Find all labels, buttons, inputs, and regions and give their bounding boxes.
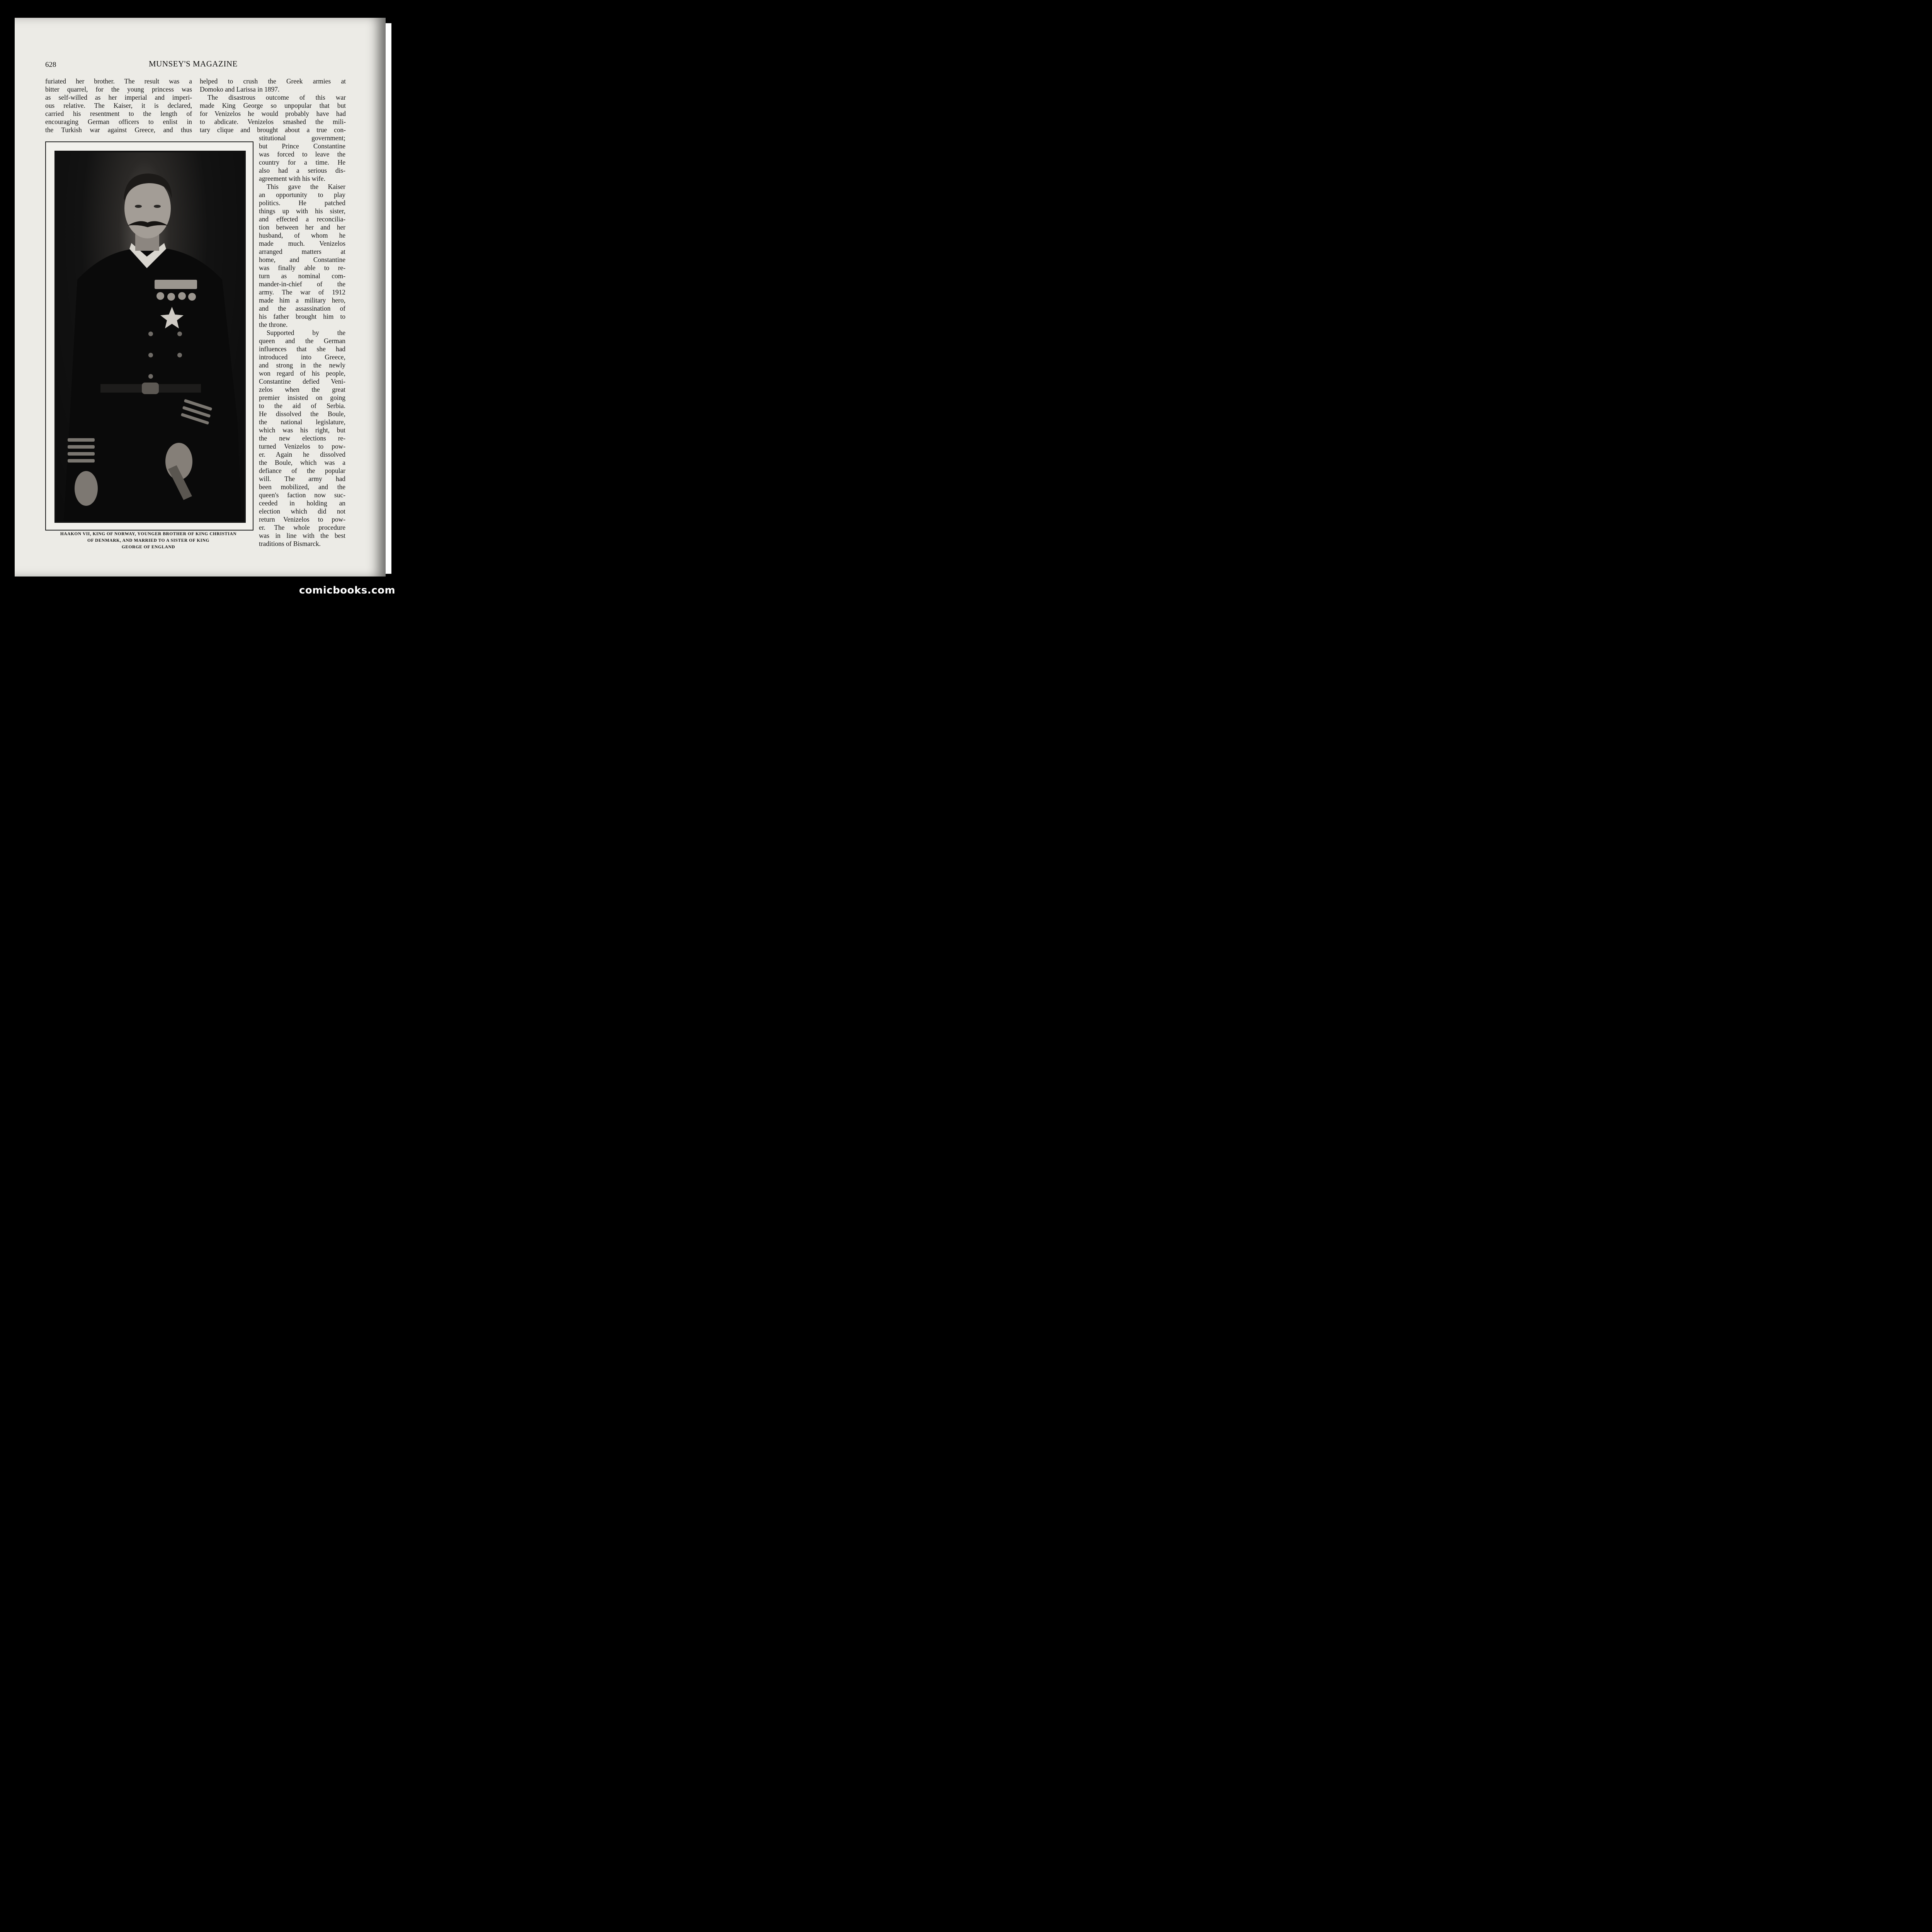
text-line: been mobilized, and the — [259, 483, 345, 491]
text-line: the new elections re- — [259, 434, 345, 442]
caption-line: GEORGE OF ENGLAND — [121, 545, 175, 549]
text-line: home, and Constantine — [259, 256, 345, 264]
text-line: turn as nominal com- — [259, 272, 345, 280]
text-line: things up with his sister, — [259, 207, 345, 215]
text-line: zelos when the great — [259, 386, 345, 393]
text-line: This gave the Kaiser — [267, 183, 345, 190]
text-line: to abdicate. Venizelos smashed the mili- — [200, 118, 346, 126]
text-line: The disastrous outcome of this war — [207, 94, 346, 101]
text-line: will. The army had — [259, 475, 345, 483]
text-line: was in line with the best — [259, 532, 345, 539]
left-column-top — [45, 77, 192, 134]
text-line: mander-in-chief of the — [259, 280, 345, 288]
figure-caption — [43, 531, 253, 551]
text-line: won regard of his people, — [259, 369, 345, 377]
narrow-column — [259, 134, 345, 548]
text-line: return Venizelos to pow- — [259, 515, 345, 523]
text-line: made King George so unpopular that but — [200, 102, 346, 109]
text-line: the Turkish war against Greece, and thus — [45, 126, 192, 134]
text-line: Domoko and Larissa in 1897. — [200, 85, 280, 93]
text-line: but Prince Constantine — [259, 142, 345, 150]
text-line: was forced to leave the — [259, 150, 345, 158]
text-line: arranged matters at — [259, 248, 345, 255]
text-line: Constantine defied Veni- — [259, 378, 345, 385]
text-line: army. The war of 1912 — [259, 288, 345, 296]
text-line: made him a military hero, — [259, 296, 345, 304]
text-line: also had a serious dis- — [259, 167, 345, 174]
text-line: bitter quarrel, for the young princess was — [45, 85, 192, 93]
text-line: as self-willed as her imperial and imperi- — [45, 94, 192, 101]
text-line: helped to crush the Greek armies at — [200, 77, 346, 85]
right-column-top — [200, 77, 346, 134]
text-line: premier insisted on going — [259, 394, 345, 401]
text-line: er. The whole procedure — [259, 524, 345, 531]
text-line: defiance of the popular — [259, 467, 345, 474]
text-line: carried his resentment to the length of — [45, 110, 192, 117]
text-line: to the aid of Serbia. — [259, 402, 345, 410]
portrait-frame — [45, 141, 253, 531]
portrait-photo — [54, 151, 246, 523]
text-line: the Boule, which was a — [259, 459, 345, 466]
text-line: was finally able to re- — [259, 264, 345, 272]
text-line: for Venizelos he would probably have had — [200, 110, 346, 117]
text-line: furiated her brother. The result was a — [45, 77, 192, 85]
text-line: introduced into Greece, — [259, 353, 345, 361]
text-line: election which did not — [259, 507, 345, 515]
text-line: ous relative. The Kaiser, it is declared, — [45, 102, 192, 109]
text-line: his father brought him to — [259, 313, 345, 320]
caption-line: HAAKON VII, KING OF NORWAY, YOUNGER BROTHER OF KING CHRISTIAN — [60, 532, 237, 536]
text-line: which was his right, but — [259, 426, 345, 434]
text-line: agreement with his wife. — [259, 175, 325, 182]
text-line: ceeded in holding an — [259, 499, 345, 507]
text-line: queen's faction now suc- — [259, 491, 345, 499]
caption-line: OF DENMARK, AND MARRIED TO A SISTER OF KING — [87, 538, 209, 543]
text-line: the throne. — [259, 321, 288, 328]
text-line: and strong in the newly — [259, 361, 345, 369]
text-line: the national legislature, — [259, 418, 345, 426]
text-line: an opportunity to play — [259, 191, 345, 199]
text-line: tion between her and her — [259, 223, 345, 231]
portrait-illustration — [56, 152, 244, 521]
text-line: and the assassination of — [259, 304, 345, 312]
text-line: er. Again he dissolved — [259, 451, 345, 458]
text-line: country for a time. He — [259, 158, 345, 166]
text-line: He dissolved the Boule, — [259, 410, 345, 418]
text-line: turned Venizelos to pow- — [259, 442, 345, 450]
text-line: influences that she had — [259, 345, 345, 353]
text-line: Supported by the — [267, 329, 345, 337]
text-line: tary clique and brought about a true con- — [200, 126, 346, 134]
site-watermark: comicbooks.com — [299, 585, 396, 596]
text-line: encouraging German officers to enlist in — [45, 118, 192, 126]
text-line: traditions of Bismarck. — [259, 540, 321, 548]
running-head: MUNSEY'S MAGAZINE — [149, 59, 238, 68]
text-line: queen and the German — [259, 337, 345, 345]
text-line: stitutional government; — [259, 134, 345, 142]
page-number: 628 — [45, 61, 56, 69]
text-line: politics. He patched — [259, 199, 345, 207]
text-line: and effected a reconcilia- — [259, 215, 345, 223]
text-line: husband, of whom he — [259, 231, 345, 239]
text-line: made much. Venizelos — [259, 240, 345, 247]
